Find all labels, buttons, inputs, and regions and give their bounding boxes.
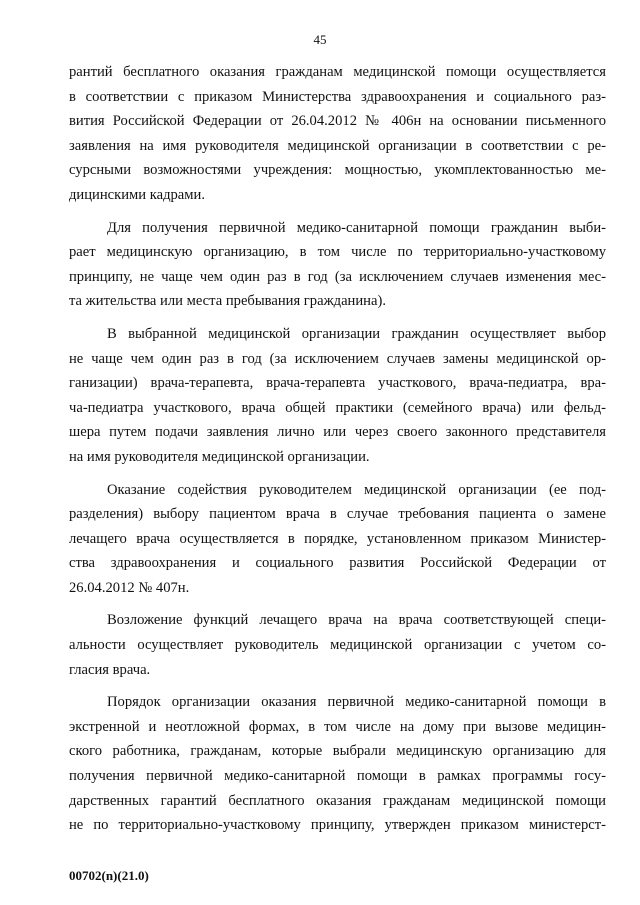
paragraph-gap [69, 208, 606, 216]
text-line: та жительства или места пребывания гражданина). [69, 293, 386, 310]
text-line: Порядок организации оказания первичной медико-санитарной помощи в [107, 694, 606, 711]
paragraph-gap [69, 470, 606, 478]
text-line: дицинскими кадрами. [69, 186, 205, 203]
text-line: ча-педиатра участкового, врача общей практики (семейного врача) или фельд- [69, 399, 606, 416]
text-line: разделения) выбору пациентом врача в случае требования пациента о замене [69, 506, 606, 523]
text-line: вития Российской Федерации от 26.04.2012 № 406н на основании письменного [69, 113, 606, 130]
text-line: дарственных гарантий бесплатного оказания гражданам медицинской помощи [69, 792, 606, 809]
paragraph-6 [69, 690, 606, 838]
text-line: в соответствии с приказом Министерства здравоохранения и социального раз- [69, 88, 606, 105]
text-line: ского работника, гражданам, которые выбрали медицинскую организацию для [69, 743, 606, 760]
paragraph-gap [69, 314, 606, 322]
paragraph-3 [69, 322, 606, 470]
text-line: заявления на имя руководителя медицинской организации в соответствии с ре- [69, 137, 606, 154]
text-line: гласия врача. [69, 661, 151, 678]
text-line: лечащего врача осуществляется в порядке, установленном приказом Министер- [69, 530, 606, 547]
text-line: рает медицинскую организацию, в том числе по территориально-участковому [69, 244, 606, 261]
text-line: ганизации) врача-терапевта, врача-терапевта участкового, врача-педиатра, вра- [69, 375, 606, 392]
text-line: Для получения первичной медико-санитарной помощи гражданин выби- [107, 219, 606, 236]
paragraph-gap [69, 600, 606, 608]
text-line: Оказание содействия руководителем медицинской организации (ее под- [107, 481, 606, 498]
paragraph-5 [69, 608, 606, 682]
text-line: Возложение функций лечащего врача на врача соответствующей специ- [107, 612, 606, 629]
text-line: ства здравоохранения и социального развития Российской Федерации от [69, 555, 606, 572]
text-line: сурсными возможностями учреждения: мощностью, укомплектованностью ме- [69, 162, 606, 179]
text-line: 26.04.2012 № 407н. [69, 579, 190, 596]
page-number: 45 [313, 32, 327, 47]
paragraph-gap [69, 682, 606, 690]
body-text [69, 60, 606, 838]
text-line: экстренной и неотложной формах, в том числе на дому при вызове медицин- [69, 718, 606, 735]
text-line: на имя руководителя медицинской организации. [69, 448, 370, 465]
text-line: шера путем подачи заявления лично или через своего законного представителя [69, 424, 606, 441]
paragraph-1 [69, 60, 606, 208]
text-line: принципу, не чаще чем один раз в год (за исключением случаев изменения мес- [69, 268, 606, 285]
text-line: не по территориально-участковому принципу, утвержден приказом министерст- [69, 817, 606, 834]
text-line: получения первичной медико-санитарной помощи в рамках программы госу- [69, 768, 606, 785]
text-line: альности осуществляет руководитель медицинской организации с учетом со- [69, 637, 606, 654]
text-line: В выбранной медицинской организации гражданин осуществляет выбор [107, 325, 606, 342]
paragraph-4 [69, 478, 606, 601]
document-code: 00702(n)(21.0) [69, 868, 149, 883]
paragraph-2 [69, 216, 606, 314]
text-line: рантий бесплатного оказания гражданам медицинской помощи осуществляется [69, 64, 606, 80]
text-line: не чаще чем один раз в год (за исключением случаев замены медицинской ор- [69, 350, 606, 367]
